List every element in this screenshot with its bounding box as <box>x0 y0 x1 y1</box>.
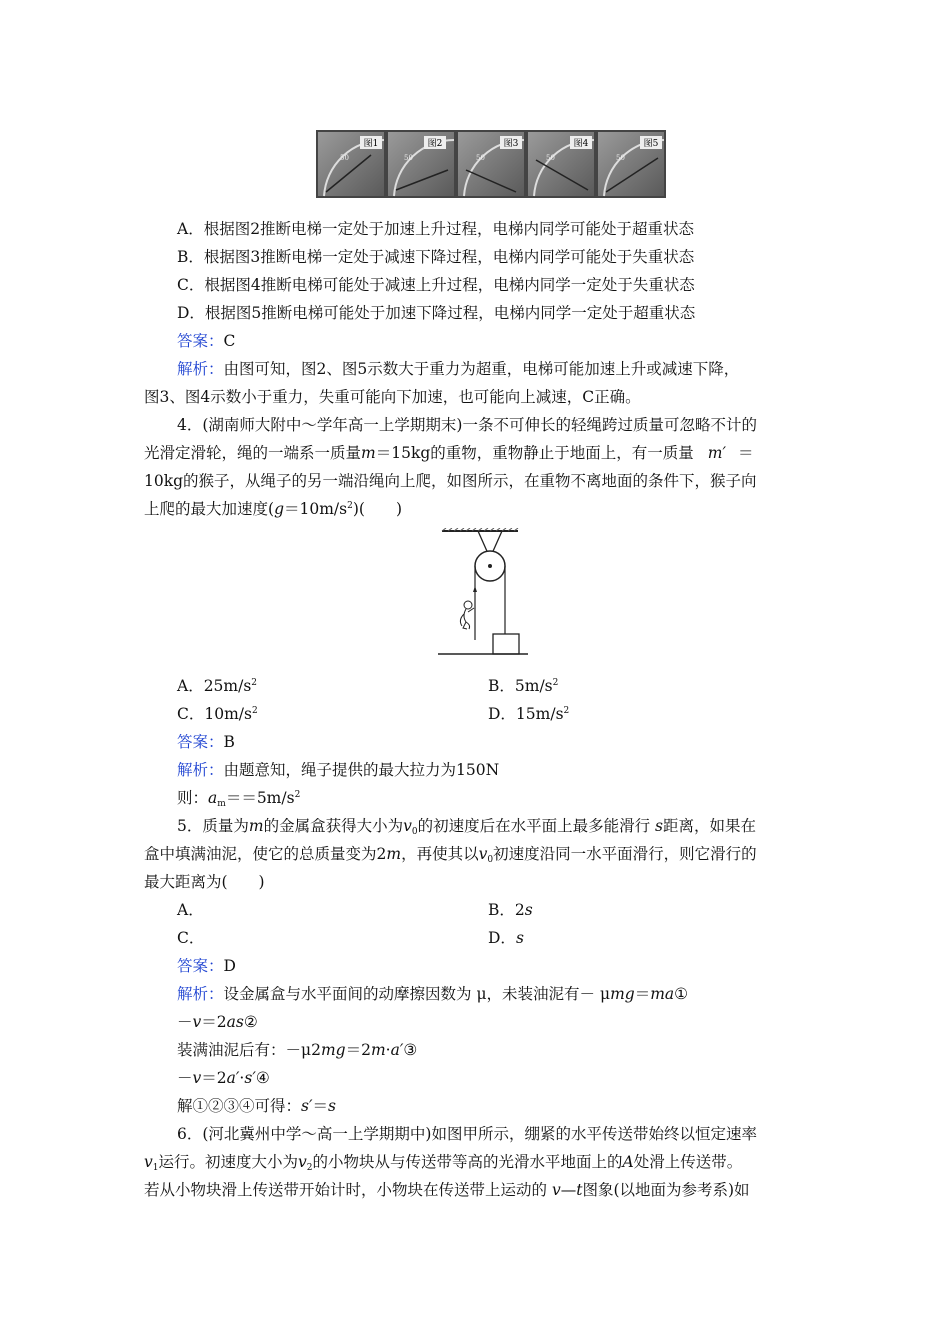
q3-option-d: D．根据图5推断电梯可能处于加速下降过程，电梯内同学一定处于超重状态 <box>177 304 696 322</box>
q3-option-a: A．根据图2推断电梯一定处于加速上升过程，电梯内同学可能处于超重状态 <box>177 220 695 238</box>
scale-photo-5 <box>598 132 664 196</box>
q5-analysis-3: 装满油泥后有：－μ2mg＝2m·a′③ <box>177 1041 418 1059</box>
monkey-icon <box>460 601 474 629</box>
scale-label-5: 图5 <box>643 139 659 149</box>
q3-option-c: C．根据图4推断电梯可能处于减速上升过程，电梯内同学一定处于失重状态 <box>177 276 695 294</box>
q4-stem-4: 上爬的最大加速度$(g=10m/s^2)$( ) <box>144 500 402 518</box>
pulley-monkey-figure <box>438 528 528 666</box>
q4-analysis-2: 则：$a_m==5m/s^2$ <box>177 789 301 809</box>
q5-analysis-5: 解①②③④可得：s′＝s <box>177 1097 336 1115</box>
analysis-label: 解析： <box>177 360 224 378</box>
scale-label-4: 图4 <box>573 139 589 149</box>
q4-analysis: 解析：由题意知，绳子提供的最大拉力为150N <box>177 761 500 779</box>
q4-stem-3: 10kg的猴子，从绳子的另一端沿绳向上爬，如图所示，在重物不离地面的条件下，猴子向 <box>144 472 757 490</box>
analysis-label: 解析： <box>177 761 224 779</box>
scale-photo-4 <box>528 132 594 196</box>
scale-tick-4: 50 <box>546 154 555 162</box>
scale-tick-3: 50 <box>476 154 485 162</box>
q4-stem-2: 光滑定滑轮，绳的一端系一质量m＝15kg的重物，重物静止于地面上，有一质量 m′ ＝ <box>144 444 754 462</box>
q5-analysis-1: 解析：设金属盒与水平面间的动摩擦因数为 μ，未装油泥有－ μmg＝ma① <box>177 985 689 1003</box>
answer-label: 答案： <box>177 957 224 975</box>
q5-stem-1: 5．质量为m的金属盒获得大小为$v_0$的初速度后在水平面上最多能滑行 s距离，如果在 <box>177 817 757 837</box>
q5-analysis-4: －v＝2a′·s′④ <box>177 1069 270 1087</box>
scale-photo-1 <box>318 132 384 196</box>
q6-stem-1: 6．(河北冀州中学～高一上学期期中)如图甲所示，绷紧的水平传送带始终以恒定速率 <box>177 1125 757 1143</box>
q3-answer: 答案：C <box>177 332 236 350</box>
analysis-label: 解析： <box>177 985 224 1003</box>
q5-option-c: C． <box>177 929 205 947</box>
q3-option-b: B．根据图3推断电梯一定处于减速下降过程，电梯内同学可能处于失重状态 <box>177 248 695 266</box>
scale-label-2: 图2 <box>427 139 443 149</box>
q5-option-d: D．s <box>488 929 524 947</box>
q4-answer: 答案：B <box>177 733 235 751</box>
q6-stem-3: 若从小物块滑上传送带开始计时，小物块在传送带上运动的 v—t图象(以地面为参考系)如 <box>144 1181 750 1199</box>
q4-stem-1: 4．(湖南师大附中～学年高一上学期期末)一条不可伸长的轻绳跨过质量可忽略不计的 <box>177 416 757 434</box>
q5-analysis-2: －v＝2as② <box>177 1013 258 1031</box>
answer-label: 答案： <box>177 733 224 751</box>
q6-stem-2: $v_1$运行。初速度大小为$v_2$的小物块从与传送带等高的光滑水平地面上的A处滑上传送带。 <box>144 1153 743 1173</box>
q3-analysis: 解析：由图可知，图2、图5示数大于重力为超重，电梯可能加速上升或减速下降， <box>177 360 740 378</box>
scale-tick-5: 50 <box>616 154 625 162</box>
q3-analysis-cont: 图3、图4示数小于重力，失重可能向下加速，也可能向上减速，C正确。 <box>144 388 641 406</box>
scale-photo-3 <box>458 132 524 196</box>
q5-option-a: A． <box>177 901 204 919</box>
answer-label: 答案： <box>177 332 224 350</box>
q4-option-b: B．$5m/s^2$ <box>488 677 559 695</box>
scale-tick-2: 50 <box>404 154 413 162</box>
scale-tick-1: 50 <box>340 154 349 162</box>
q4-option-c: C．$10m/s^2$ <box>177 705 258 723</box>
q5-stem-3: 最大距离为( ) <box>144 873 265 891</box>
scale-photo-2 <box>388 132 454 196</box>
q4-option-a: A．$25m/s^2$ <box>177 677 258 695</box>
q4-option-d: D．$15m/s^2$ <box>488 705 570 723</box>
scale-label-3: 图3 <box>503 139 519 149</box>
scale-photos-figure <box>316 130 666 198</box>
q5-stem-2: 盒中填满油泥，使它的总质量变为2m，再使其以$v_0$初速度沿同一水平面滑行，则它滑行的 <box>144 845 757 865</box>
q5-answer: 答案：D <box>177 957 236 975</box>
q5-option-b: B．2s <box>488 901 533 919</box>
scale-label-1: 图1 <box>363 139 379 149</box>
